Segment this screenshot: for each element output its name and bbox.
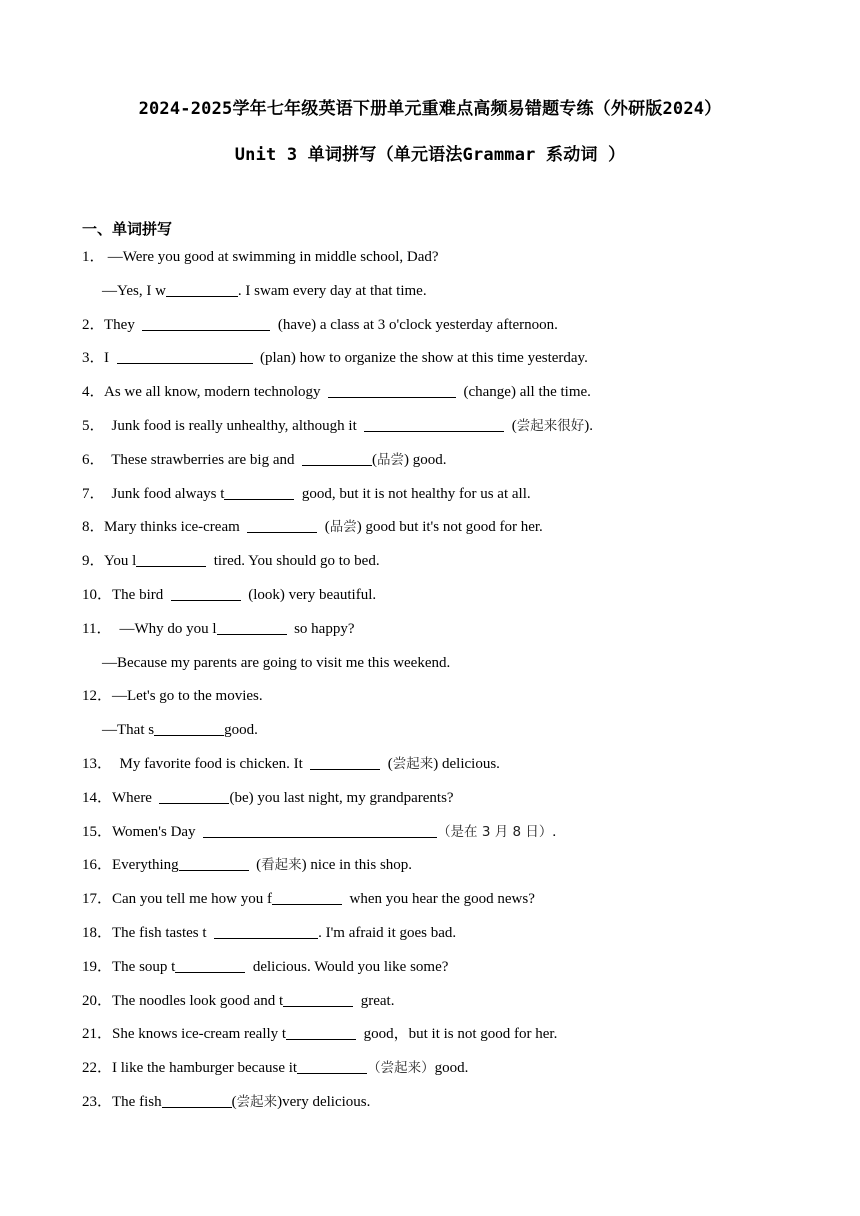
question-fragment: The fish — [112, 1094, 162, 1110]
question-fragment: ) good but it's not good for her. — [356, 519, 543, 536]
question-fragment: ) delicious. — [433, 756, 500, 772]
question-text — [112, 956, 448, 978]
question-text — [102, 652, 450, 674]
question-fragment: tired. You should go to bed. — [206, 553, 380, 570]
question-fragment: delicious. Would you like some? — [245, 958, 449, 975]
question-text — [102, 719, 258, 741]
question-number: 3． — [82, 350, 105, 367]
question-fragment: —Let's go to the movies. — [112, 688, 263, 705]
question-fragment: She knows ice-cream really t — [112, 1026, 287, 1043]
question-text — [112, 787, 454, 809]
question-number: 11． — [82, 620, 112, 637]
question-fragment: good. — [224, 722, 258, 739]
question-line — [0, 990, 860, 1012]
question-text — [104, 550, 380, 572]
question-line — [0, 449, 860, 471]
question-fragment: —Why do you l — [112, 620, 217, 637]
question-fragment: . I swam every day at that time. — [237, 282, 427, 299]
answer-blank[interactable] — [154, 720, 224, 736]
question-number: 1． — [82, 249, 105, 265]
question-fragment: I like the hamburger because it — [112, 1060, 298, 1077]
question-text — [104, 415, 593, 437]
answer-blank[interactable] — [283, 991, 353, 1007]
question-number: 16． — [82, 857, 113, 874]
answer-blank[interactable] — [166, 281, 238, 297]
question-fragment: (be) you last night, my grandparents? — [229, 789, 454, 806]
question-number: 10． — [82, 587, 113, 603]
question-number: 13． — [82, 756, 113, 772]
question-fragment: great. — [353, 992, 395, 1009]
question-fragment: (change) all the time. — [455, 384, 591, 401]
question-fragment: Can you tell me how you f — [112, 891, 272, 908]
answer-blank[interactable] — [328, 382, 456, 398]
question-fragment: good，but it is not good for her. — [356, 1026, 558, 1043]
question-fragment: good, but it is not healthy for us at all. — [294, 485, 531, 502]
question-number: 19． — [82, 958, 113, 975]
question-text — [104, 246, 439, 268]
question-number: 17． — [82, 891, 113, 908]
question-line — [0, 753, 860, 775]
question-fragment: Junk food is really unhealthy, although it — [104, 418, 365, 434]
question-line — [0, 314, 860, 336]
question-text — [104, 347, 588, 369]
question-fragment: Mary thinks ice-cream — [104, 519, 248, 536]
question-line — [0, 415, 860, 437]
question-text — [104, 314, 558, 336]
chinese-hint: 尝起来 — [392, 756, 434, 772]
question-number: 8． — [82, 519, 105, 536]
question-line — [0, 652, 860, 674]
question-text — [112, 990, 394, 1012]
question-fragment: so happy? — [286, 620, 355, 637]
question-fragment: ( — [371, 451, 377, 468]
question-fragment: ( — [380, 756, 393, 772]
question-number: 20． — [82, 992, 113, 1009]
section-heading: 一、单词拼写 — [82, 220, 173, 238]
question-fragment: The bird — [112, 587, 171, 603]
question-fragment: . I'm afraid it goes bad. — [318, 925, 457, 941]
question-fragment: Everything — [112, 857, 179, 874]
question-fragment: ( — [504, 418, 517, 434]
answer-blank[interactable] — [286, 1024, 356, 1040]
question-number: 6． — [82, 451, 105, 468]
question-line — [0, 246, 860, 268]
question-text — [112, 854, 412, 876]
answer-blank[interactable] — [142, 315, 270, 331]
question-fragment: when you hear the good news? — [341, 891, 535, 908]
chinese-hint: 品尝 — [329, 519, 357, 536]
answer-blank[interactable] — [179, 855, 249, 871]
question-fragment: The noodles look good and t — [112, 992, 284, 1009]
question-fragment: —Because my parents are going to visit me this weekend. — [102, 654, 451, 671]
question-number: 12． — [82, 688, 113, 705]
question-text — [104, 449, 446, 471]
question-number: 21． — [82, 1026, 113, 1043]
question-fragment: (look) very beautiful. — [240, 587, 377, 603]
question-number: 2． — [82, 316, 105, 333]
question-fragment: They — [104, 316, 143, 333]
question-fragment: Where — [112, 789, 160, 806]
question-text — [112, 753, 500, 775]
question-line — [0, 584, 860, 606]
question-line — [0, 516, 860, 538]
question-text — [112, 618, 354, 640]
question-fragment: (plan) how to organize the show at this time yesterday. — [252, 350, 588, 367]
question-number: 23． — [82, 1094, 113, 1110]
question-fragment: (have) a class at 3 o'clock yesterday afternoon. — [270, 316, 558, 333]
question-line — [0, 956, 860, 978]
question-fragment: I — [104, 350, 117, 367]
question-fragment: —Yes, I w — [102, 282, 166, 299]
answer-blank[interactable] — [175, 957, 245, 973]
question-line — [0, 347, 860, 369]
question-fragment: ( — [248, 857, 262, 874]
question-fragment: —That s — [102, 722, 155, 739]
question-fragment: My favorite food is chicken. It — [112, 756, 311, 772]
answer-blank[interactable] — [171, 585, 241, 601]
question-fragment: Junk food always t — [104, 485, 225, 502]
question-text — [112, 685, 263, 707]
question-fragment: —Were you good at swimming in middle school, Dad? — [104, 249, 439, 265]
question-number: 22． — [82, 1060, 113, 1077]
question-line — [0, 280, 860, 302]
question-fragment: You l — [104, 553, 137, 570]
question-fragment: Women's Day — [112, 823, 204, 840]
question-text — [104, 483, 531, 505]
answer-blank[interactable] — [272, 889, 342, 905]
question-line — [0, 483, 860, 505]
question-text — [104, 381, 591, 403]
question-line — [0, 618, 860, 640]
worksheet-subtitle: Unit 3 单词拼写（单元语法Grammar 系动词 ） — [234, 145, 626, 165]
question-line — [0, 550, 860, 572]
question-text — [112, 584, 376, 606]
question-line — [0, 381, 860, 403]
question-number: 5． — [82, 418, 105, 434]
answer-blank[interactable] — [203, 822, 437, 838]
question-fragment: The soup t — [112, 958, 176, 975]
question-text — [112, 1057, 468, 1079]
question-text — [104, 516, 543, 538]
answer-blank[interactable] — [162, 1092, 232, 1108]
answer-blank[interactable] — [302, 450, 372, 466]
question-number: 7． — [82, 485, 105, 502]
chinese-hint: 尝起来 — [236, 1094, 278, 1110]
question-text — [112, 888, 535, 910]
chinese-hint: （是在 3 月 8 日） — [437, 823, 553, 840]
question-line — [0, 685, 860, 707]
answer-blank[interactable] — [297, 1058, 367, 1074]
chinese-hint: 看起来 — [261, 857, 302, 874]
question-text — [112, 1091, 370, 1113]
question-fragment: These strawberries are big and — [104, 451, 302, 468]
question-number: 4． — [82, 384, 105, 401]
question-number: 15． — [82, 823, 113, 840]
question-fragment: As we all know, modern technology — [104, 384, 328, 401]
answer-blank[interactable] — [217, 619, 287, 635]
question-line — [0, 1023, 860, 1045]
question-number: 18． — [82, 925, 113, 941]
answer-blank[interactable] — [224, 484, 294, 500]
worksheet-title: 2024-2025学年七年级英语下册单元重难点高频易错题专练（外研版2024） — [138, 99, 722, 119]
question-fragment: ( — [317, 519, 330, 536]
question-text — [112, 821, 556, 843]
question-fragment: . — [552, 823, 557, 840]
question-number: 14． — [82, 789, 113, 806]
question-fragment: ) good. — [403, 451, 447, 468]
question-fragment: The fish tastes t — [112, 925, 215, 941]
question-line — [0, 1057, 860, 1079]
question-text — [102, 280, 427, 302]
chinese-hint: 尝起来很好 — [516, 418, 585, 434]
question-text — [112, 922, 456, 944]
question-fragment: good. — [434, 1060, 469, 1077]
question-fragment: )very delicious. — [277, 1094, 371, 1110]
question-line — [0, 821, 860, 843]
question-line — [0, 888, 860, 910]
question-line — [0, 854, 860, 876]
answer-blank[interactable] — [117, 348, 253, 364]
answer-blank[interactable] — [136, 551, 206, 567]
answer-blank[interactable] — [247, 517, 317, 533]
question-line — [0, 1091, 860, 1113]
answer-blank[interactable] — [214, 923, 318, 939]
question-line — [0, 719, 860, 741]
question-line — [0, 922, 860, 944]
answer-blank[interactable] — [159, 788, 229, 804]
question-fragment: ( — [231, 1094, 237, 1110]
question-number: 9． — [82, 553, 105, 570]
answer-blank[interactable] — [310, 754, 380, 770]
answer-blank[interactable] — [364, 416, 504, 432]
chinese-hint: （尝起来） — [367, 1060, 435, 1077]
question-fragment: ) nice in this shop. — [301, 857, 413, 874]
question-line — [0, 787, 860, 809]
question-text — [112, 1023, 557, 1045]
question-fragment: ). — [584, 418, 593, 434]
chinese-hint: 品尝 — [376, 451, 404, 468]
